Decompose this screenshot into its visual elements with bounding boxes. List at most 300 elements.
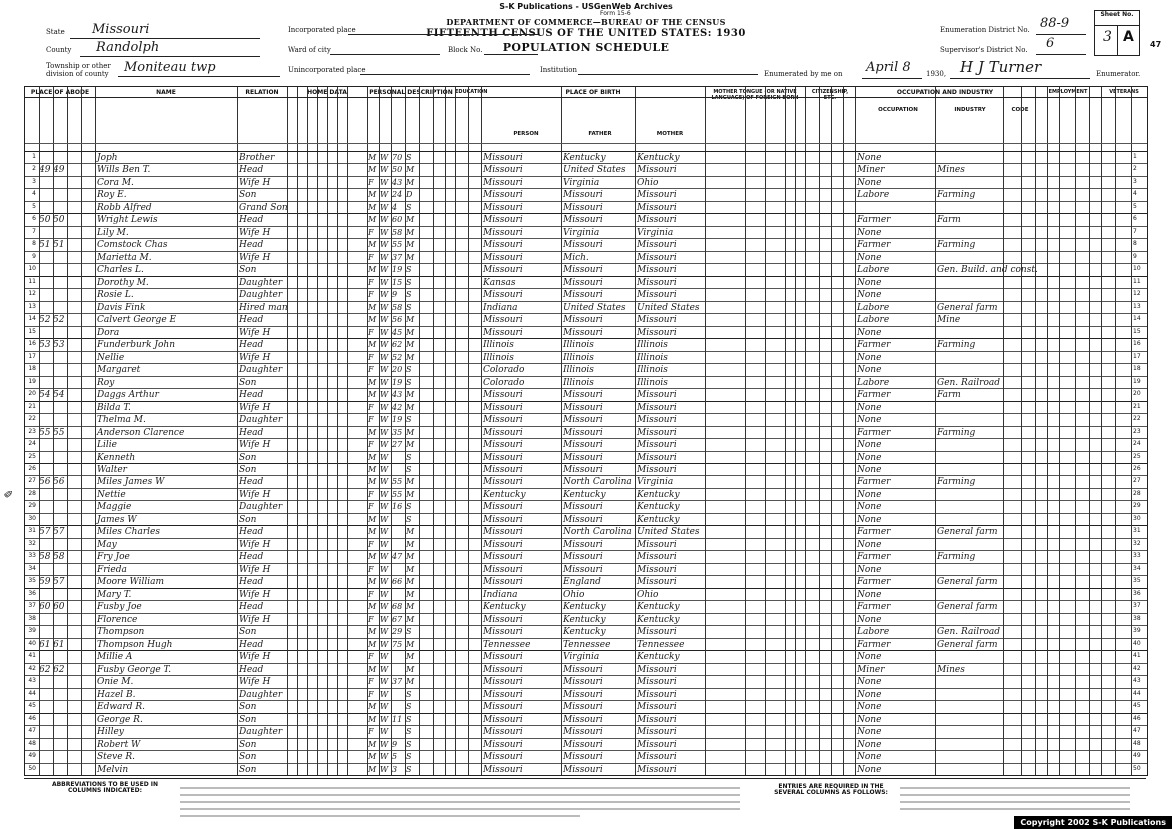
industry bbox=[937, 452, 1003, 464]
group-occupation: OCCUPATION AND INDUSTRY bbox=[896, 89, 994, 96]
mother-birthplace: Missouri bbox=[637, 252, 677, 263]
occupation: Farmer bbox=[857, 215, 891, 226]
age: 9 bbox=[392, 290, 398, 300]
mother-birthplace: Ohio bbox=[637, 177, 659, 188]
relation: Son bbox=[239, 764, 257, 775]
age bbox=[392, 452, 405, 464]
family-number bbox=[53, 252, 67, 264]
person-name: Robb Alfred bbox=[97, 202, 152, 213]
race: W bbox=[380, 714, 389, 724]
column-divider bbox=[1075, 87, 1076, 775]
dwelling-number bbox=[39, 302, 53, 314]
column-divider bbox=[805, 87, 806, 775]
mother-birthplace: Missouri bbox=[637, 290, 677, 301]
mother-birthplace: Missouri bbox=[637, 552, 677, 563]
industry bbox=[937, 564, 1003, 576]
person-name: Fry Joe bbox=[97, 552, 130, 563]
relation: Wife H bbox=[239, 589, 271, 600]
marital: M bbox=[406, 352, 415, 362]
family-number bbox=[53, 227, 67, 239]
marital: S bbox=[406, 727, 412, 737]
age: 55 bbox=[392, 477, 403, 487]
marital: S bbox=[406, 764, 412, 774]
person-name: Comstock Chas bbox=[97, 240, 168, 251]
dwelling-number bbox=[39, 327, 53, 339]
abbreviation-key bbox=[180, 782, 760, 820]
mother-birthplace: Missouri bbox=[637, 390, 677, 401]
group-citizenship: CITIZENSHIP, ETC. bbox=[811, 89, 849, 101]
industry: General farm bbox=[937, 527, 998, 538]
race: W bbox=[380, 664, 389, 674]
race: W bbox=[380, 402, 389, 412]
line-number: 2 bbox=[32, 165, 36, 173]
line-number-right: 13 bbox=[1133, 302, 1141, 310]
relation: Head bbox=[239, 315, 264, 326]
occupation: None bbox=[857, 352, 882, 363]
occupation: Farmer bbox=[857, 639, 891, 650]
line-number: 3 bbox=[32, 177, 36, 185]
column-divider bbox=[1021, 87, 1022, 775]
group-name: NAME bbox=[156, 89, 176, 96]
age: 62 bbox=[392, 340, 403, 350]
father-birthplace: Missouri bbox=[563, 465, 603, 475]
dwelling-number: 53 bbox=[39, 340, 51, 351]
mother-birthplace: Missouri bbox=[637, 564, 677, 575]
sex: F bbox=[368, 689, 374, 699]
age: 52 bbox=[392, 352, 403, 362]
person-name: Fusby Joe bbox=[97, 602, 142, 613]
line-number-right: 48 bbox=[1133, 739, 1141, 747]
header-rule bbox=[25, 97, 1147, 98]
occupation: None bbox=[857, 702, 882, 713]
family-number bbox=[53, 751, 67, 763]
dwelling-number bbox=[39, 402, 53, 414]
column-divider bbox=[317, 87, 318, 775]
age: 42 bbox=[392, 402, 403, 412]
column-divider bbox=[53, 87, 54, 775]
father-birthplace: Kentucky bbox=[563, 153, 606, 163]
column-divider bbox=[1035, 87, 1036, 775]
line-number: 45 bbox=[28, 702, 36, 710]
person-name: Hilley bbox=[97, 727, 124, 738]
industry bbox=[937, 739, 1003, 751]
line-number-right: 14 bbox=[1133, 315, 1141, 323]
dwelling-number bbox=[39, 614, 53, 626]
occupation: None bbox=[857, 727, 882, 738]
column-divider bbox=[297, 87, 298, 775]
father-birthplace: Missouri bbox=[563, 702, 603, 713]
race: W bbox=[380, 302, 389, 312]
father-birthplace: Virginia bbox=[563, 227, 600, 238]
race: W bbox=[380, 752, 389, 762]
family-number bbox=[53, 739, 67, 751]
race: W bbox=[380, 227, 389, 237]
age bbox=[392, 514, 405, 526]
person-name: Funderburk John bbox=[97, 340, 176, 351]
race: W bbox=[380, 377, 389, 387]
abbreviations-title: ABBREVIATIONS TO BE USED IN COLUMNS INDICATED: bbox=[51, 781, 159, 794]
birthplace: Missouri bbox=[483, 502, 523, 513]
person-name: Marietta M. bbox=[97, 252, 152, 263]
column-divider bbox=[367, 87, 368, 775]
relation: Wife H bbox=[239, 564, 271, 575]
family-number bbox=[53, 539, 67, 551]
age: 35 bbox=[392, 427, 403, 437]
industry: Mines bbox=[937, 165, 965, 176]
age: 56 bbox=[392, 315, 403, 325]
column-divider bbox=[635, 87, 636, 775]
relation: Wife H bbox=[239, 677, 271, 688]
column-divider bbox=[481, 87, 482, 775]
family-number bbox=[53, 514, 67, 526]
birthplace: Missouri bbox=[483, 577, 523, 588]
marital: M bbox=[406, 639, 415, 649]
line-number-right: 20 bbox=[1133, 390, 1141, 398]
line-number-right: 24 bbox=[1133, 440, 1141, 448]
marital: S bbox=[406, 739, 412, 749]
race: W bbox=[380, 677, 389, 687]
relation: Son bbox=[239, 377, 257, 388]
age: 66 bbox=[392, 577, 403, 587]
marital: M bbox=[406, 477, 415, 487]
person-name: Thelma M. bbox=[97, 415, 146, 426]
sex: F bbox=[368, 352, 374, 362]
sex: M bbox=[368, 427, 377, 437]
race: W bbox=[380, 165, 389, 175]
sex: F bbox=[368, 277, 374, 287]
occupation: Farmer bbox=[857, 390, 891, 401]
occupation: None bbox=[857, 514, 882, 525]
sex: M bbox=[368, 514, 377, 524]
township-value: Moniteau twp bbox=[124, 60, 216, 75]
family-number: 60 bbox=[53, 602, 65, 613]
father-birthplace: Missouri bbox=[563, 552, 603, 563]
birthplace: Missouri bbox=[483, 190, 523, 201]
line-number: 8 bbox=[32, 240, 36, 248]
birthplace: Indiana bbox=[483, 302, 518, 313]
industry bbox=[937, 289, 1003, 301]
age: 20 bbox=[392, 365, 403, 375]
person-name: Rosie L. bbox=[97, 290, 134, 301]
birthplace: Missouri bbox=[483, 215, 523, 226]
relation: Wife H bbox=[239, 227, 271, 238]
family-number bbox=[53, 564, 67, 576]
col-mother: MOTHER bbox=[656, 131, 684, 137]
race: W bbox=[380, 252, 389, 262]
father-birthplace: United States bbox=[563, 302, 626, 313]
mother-birthplace: Kentucky bbox=[637, 602, 680, 613]
group-birth: PLACE OF BIRTH bbox=[565, 89, 621, 96]
father-birthplace: Missouri bbox=[563, 727, 603, 738]
race: W bbox=[380, 452, 389, 462]
person-name: Daggs Arthur bbox=[97, 390, 159, 401]
column-divider bbox=[935, 87, 936, 775]
column-divider bbox=[67, 87, 68, 775]
father-birthplace: Missouri bbox=[563, 539, 603, 550]
line-number: 7 bbox=[32, 227, 36, 235]
person-name: James W bbox=[97, 514, 137, 525]
publisher-banner: S-K Publications - USGenWeb Archives bbox=[499, 2, 673, 11]
column-divider bbox=[39, 87, 40, 775]
family-number: 50 bbox=[53, 215, 65, 226]
mother-birthplace: Missouri bbox=[637, 240, 677, 251]
relation: Son bbox=[239, 265, 257, 276]
dwelling-number: 61 bbox=[39, 639, 51, 650]
birthplace: Missouri bbox=[483, 327, 523, 338]
dwelling-number bbox=[39, 626, 53, 638]
dwelling-number bbox=[39, 751, 53, 763]
marital: D bbox=[406, 190, 413, 200]
family-number bbox=[53, 364, 67, 376]
marital: M bbox=[406, 315, 415, 325]
age: 15 bbox=[392, 277, 403, 287]
person-name: Bilda T. bbox=[97, 402, 131, 413]
group-abode: PLACE OF ABODE bbox=[30, 89, 90, 96]
entries-text-lines bbox=[900, 782, 1140, 818]
mother-birthplace: Missouri bbox=[637, 327, 677, 338]
col-person: PERSON bbox=[513, 131, 539, 137]
industry: General farm bbox=[937, 302, 998, 313]
sex: M bbox=[368, 465, 377, 474]
birthplace: Missouri bbox=[483, 564, 523, 575]
industry: Farming bbox=[937, 340, 976, 351]
person-name: Roy E. bbox=[97, 190, 127, 201]
line-number: 47 bbox=[28, 727, 36, 735]
family-number bbox=[53, 177, 67, 189]
birthplace: Kentucky bbox=[483, 602, 526, 613]
line-number: 33 bbox=[28, 552, 36, 560]
mother-birthplace: Missouri bbox=[637, 714, 677, 725]
marital: M bbox=[406, 552, 415, 562]
column-divider bbox=[765, 87, 766, 775]
marital: M bbox=[406, 240, 415, 250]
person-name: Miles Charles bbox=[97, 527, 160, 538]
line-number: 19 bbox=[28, 377, 36, 385]
person-name: Charles L. bbox=[97, 265, 144, 276]
person-name: Kenneth bbox=[97, 452, 136, 463]
sex: M bbox=[368, 764, 377, 774]
mother-birthplace: Missouri bbox=[637, 215, 677, 226]
occupation: None bbox=[857, 564, 882, 575]
enumerated-label: Enumerated by me on bbox=[764, 70, 843, 78]
mother-birthplace: Illinois bbox=[637, 377, 668, 388]
birthplace: Missouri bbox=[483, 452, 523, 463]
birthplace: Missouri bbox=[483, 402, 523, 413]
industry: Farming bbox=[937, 190, 976, 201]
industry bbox=[937, 414, 1003, 426]
header-rule bbox=[25, 143, 1147, 144]
age: 68 bbox=[392, 602, 403, 612]
column-divider bbox=[337, 87, 338, 775]
birthplace: Indiana bbox=[483, 589, 518, 600]
mother-birthplace: Tennessee bbox=[637, 639, 685, 650]
father-birthplace: Missouri bbox=[563, 277, 603, 288]
occupation: None bbox=[857, 614, 882, 625]
marital: M bbox=[406, 652, 415, 662]
race: W bbox=[380, 153, 389, 162]
sex: F bbox=[368, 327, 374, 337]
relation: Wife H bbox=[239, 352, 271, 363]
dwelling-number: 57 bbox=[39, 527, 51, 538]
line-number: 17 bbox=[28, 352, 36, 360]
person-name: Onie M. bbox=[97, 677, 134, 688]
father-birthplace: Missouri bbox=[563, 764, 603, 775]
race: W bbox=[380, 489, 389, 499]
line-number: 25 bbox=[28, 452, 36, 460]
age: 4 bbox=[392, 202, 398, 212]
person-name: Calvert George E bbox=[97, 315, 177, 326]
column-divider bbox=[455, 87, 456, 775]
birthplace: Missouri bbox=[483, 202, 523, 213]
line-number: 15 bbox=[28, 327, 36, 335]
mother-birthplace: Ohio bbox=[637, 589, 659, 600]
occupation: None bbox=[857, 153, 882, 163]
line-number: 31 bbox=[28, 527, 36, 535]
sex: M bbox=[368, 714, 377, 724]
industry: Farming bbox=[937, 240, 976, 251]
column-divider bbox=[1059, 87, 1060, 775]
birthplace: Missouri bbox=[483, 664, 523, 675]
marital: M bbox=[406, 589, 415, 599]
marital: S bbox=[406, 202, 412, 212]
line-number: 28 bbox=[28, 489, 36, 497]
mother-birthplace: Missouri bbox=[637, 402, 677, 413]
relation: Daughter bbox=[239, 727, 283, 738]
relation: Son bbox=[239, 752, 257, 763]
father-birthplace: Kentucky bbox=[563, 602, 606, 613]
occupation: None bbox=[857, 677, 882, 688]
father-birthplace: Illinois bbox=[563, 340, 594, 351]
race: W bbox=[380, 277, 389, 287]
family-number bbox=[53, 614, 67, 626]
occupation: Labore bbox=[857, 627, 890, 638]
header-rule bbox=[25, 151, 1147, 152]
industry bbox=[937, 252, 1003, 264]
enum-district-value: 88-9 bbox=[1040, 16, 1070, 31]
race: W bbox=[380, 202, 389, 212]
race: W bbox=[380, 365, 389, 375]
person-name: Wills Ben T. bbox=[97, 165, 151, 176]
industry bbox=[937, 614, 1003, 626]
sex: F bbox=[368, 489, 374, 499]
family-number bbox=[53, 701, 67, 713]
sex: M bbox=[368, 340, 377, 350]
marital: S bbox=[406, 702, 412, 712]
industry: General farm bbox=[937, 639, 998, 650]
age: 50 bbox=[392, 165, 403, 175]
line-number-right: 19 bbox=[1133, 377, 1141, 385]
birthplace: Missouri bbox=[483, 514, 523, 525]
line-number-right: 10 bbox=[1133, 265, 1141, 273]
race: W bbox=[380, 290, 389, 300]
sex: M bbox=[368, 377, 377, 387]
race: W bbox=[380, 739, 389, 749]
dwelling-number: 51 bbox=[39, 240, 51, 251]
person-name: Roy bbox=[97, 377, 115, 388]
father-birthplace: Missouri bbox=[563, 402, 603, 413]
father-birthplace: Illinois bbox=[563, 365, 594, 376]
industry: Mines bbox=[937, 664, 965, 675]
birthplace: Colorado bbox=[483, 377, 525, 388]
relation: Son bbox=[239, 190, 257, 201]
relation: Wife H bbox=[239, 614, 271, 625]
industry bbox=[937, 539, 1003, 551]
dwelling-number bbox=[39, 352, 53, 364]
dwelling-number bbox=[39, 189, 53, 201]
line-number-right: 11 bbox=[1133, 277, 1141, 285]
mother-birthplace: Illinois bbox=[637, 365, 668, 376]
dwelling-number bbox=[39, 689, 53, 701]
sex: F bbox=[368, 677, 374, 687]
dwelling-number: 54 bbox=[39, 390, 51, 401]
person-name: Robert W bbox=[97, 739, 141, 750]
relation: Hired man bbox=[239, 302, 288, 313]
race: W bbox=[380, 589, 389, 599]
dwelling-number bbox=[39, 252, 53, 264]
person-name: Wright Lewis bbox=[97, 215, 158, 226]
industry bbox=[937, 714, 1003, 726]
dwelling-number: 52 bbox=[39, 315, 51, 326]
birthplace: Missouri bbox=[483, 739, 523, 750]
sex: M bbox=[368, 302, 377, 312]
family-number bbox=[53, 377, 67, 389]
col-occupation: OCCUPATION bbox=[878, 107, 918, 113]
father-birthplace: Missouri bbox=[563, 190, 603, 201]
race: W bbox=[380, 539, 389, 549]
dwelling-number bbox=[39, 489, 53, 501]
age: 60 bbox=[392, 215, 403, 225]
father-birthplace: Illinois bbox=[563, 352, 594, 363]
family-number bbox=[53, 714, 67, 726]
relation: Daughter bbox=[239, 277, 283, 288]
father-birthplace: North Carolina bbox=[563, 477, 632, 488]
dwelling-number bbox=[39, 564, 53, 576]
father-birthplace: Tennessee bbox=[563, 639, 611, 650]
person-name: Dorothy M. bbox=[97, 277, 149, 288]
industry bbox=[937, 589, 1003, 601]
enumerator-underline bbox=[950, 78, 1090, 79]
birthplace: Missouri bbox=[483, 390, 523, 401]
industry bbox=[937, 701, 1003, 713]
column-divider bbox=[1115, 87, 1116, 775]
line-number-right: 18 bbox=[1133, 365, 1141, 373]
marital: M bbox=[406, 227, 415, 237]
person-name: Miles James W bbox=[97, 477, 165, 488]
dwelling-number bbox=[39, 202, 53, 214]
race: W bbox=[380, 639, 389, 649]
industry bbox=[937, 676, 1003, 688]
occupation: None bbox=[857, 752, 882, 763]
column-divider bbox=[1089, 87, 1090, 775]
line-number-right: 27 bbox=[1133, 477, 1141, 485]
relation: Daughter bbox=[239, 502, 283, 513]
dwelling-number bbox=[39, 439, 53, 451]
occupation: Farmer bbox=[857, 240, 891, 251]
occupation: None bbox=[857, 277, 882, 288]
occupation: None bbox=[857, 465, 882, 475]
marital: M bbox=[406, 527, 415, 537]
occupation: Labore bbox=[857, 265, 890, 276]
mother-birthplace: Missouri bbox=[637, 415, 677, 426]
state-value: Missouri bbox=[92, 22, 150, 37]
family-number: 62 bbox=[53, 664, 65, 675]
line-number-right: 33 bbox=[1133, 552, 1141, 560]
line-number-right: 47 bbox=[1133, 727, 1141, 735]
race: W bbox=[380, 602, 389, 612]
dwelling-number bbox=[39, 726, 53, 738]
age bbox=[392, 526, 405, 538]
industry bbox=[937, 177, 1003, 189]
